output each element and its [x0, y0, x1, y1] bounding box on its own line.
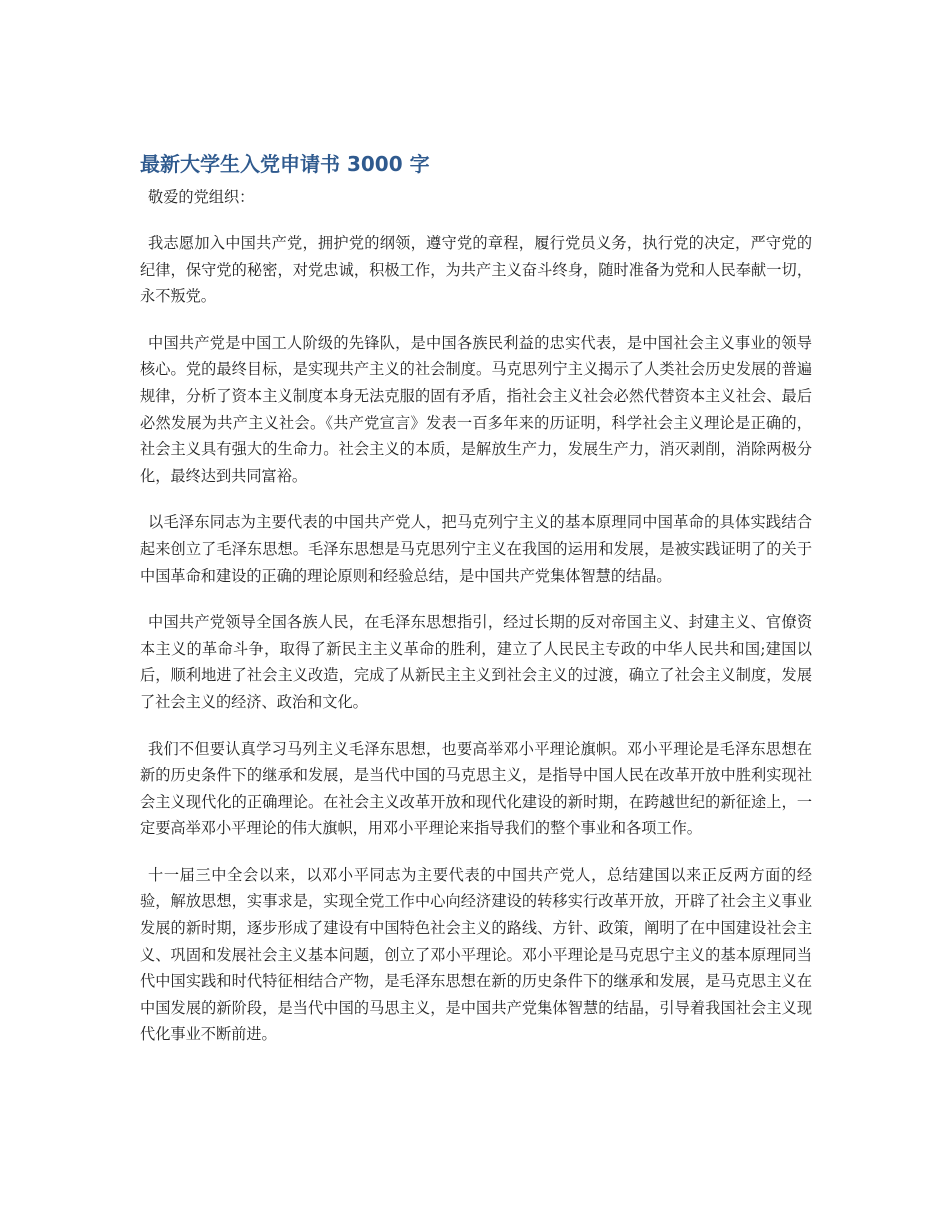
paragraph-text: 以毛泽东同志为主要代表的中国共产党人，把马克列宁主义的基本原理同中国革命的具体实践结合起来创立了毛泽东思想。毛泽东思想是马克思列宁主义在我国的运用和发展，是被实践证明了的关于中国革命和建设的正确的理论原则和经验总结，是中国共产党集体智慧的结晶。 — [140, 513, 812, 585]
paragraph-text: 十一届三中全会以来，以邓小平同志为主要代表的中国共产党人，总结建国以来正反两方面的经验，解放思想，实事求是，实现全党工作中心向经济建设的转移实行改革开放，开辟了社会主义事业发展的新时期，逐步形成了建设有中国特色社会主义的路线、方针、政策，阐明了在中国建设社会主义、巩固和发展社会主义基本问题，创立了邓小平理论。邓小平理论是马克思宁主义的基本原理同当代中国实践和时代特征相结合产物，是毛泽东思想在新的历史条件下的继承和发展，是马克思主义在中国发展的新阶段，是当代中国的马思主义，是中国共产党集体智慧的结晶，引导着我国社会主义现代化事业不断前进。 — [140, 865, 812, 1044]
paragraph-2 — [140, 330, 812, 490]
paragraph-3 — [140, 509, 812, 589]
paragraph-text: 中国共产党是中国工人阶级的先锋队，是中国各族民利益的忠实代表，是中国社会主义事业的领导核心。党的最终目标，是实现共产主义的社会制度。马克思列宁主义揭示了人类社会历史发展的普遍规律，分析了资本主义制度本身无法克服的固有矛盾，指社会主义社会必然代替资本主义社会、最后必然发展为共产主义社会。《共产党宣言》发表一百多年来的历证明，科学社会主义理论是正确的，社会主义具有强大的生命力。社会主义的本质，是解放生产力，发展生产力，消灭剥削，消除两极分化，最终达到共同富裕。 — [140, 333, 812, 485]
paragraph-text: 我们不但要认真学习马列主义毛泽东思想，也要高举邓小平理论旗帜。邓小平理论是毛泽东思想在新的历史条件下的继承和发展，是当代中国的马克思主义，是指导中国人民在改革开放中胜利实现社会主义现代化的正确理论。在社会主义改革开放和现代化建设的新时期，在跨越世纪的新征途上，一定要高举邓小平理论的伟大旗帜，用邓小平理论来指导我们的整个事业和各项工作。 — [140, 739, 812, 838]
paragraph-4 — [140, 609, 812, 715]
paragraph-text: 我志愿加入中国共产党，拥护党的纲领，遵守党的章程，履行党员义务，执行党的决定，严守党的纪律，保守党的秘密，对党忠诚，积极工作，为共产主义奋斗终身，随时准备为党和人民奉献一切，永不叛党。 — [140, 234, 812, 306]
paragraph-text: 中国共产党领导全国各族人民，在毛泽东思想指引，经过长期的反对帝国主义、封建主义、官僚资本主义的革命斗争，取得了新民主主义革命的胜利，建立了人民民主专政的中华人民共和国;建国以后，顺利地进了社会主义改造，完成了从新民主主义到社会主义的过渡，确立了社会主义制度，发展了社会主义的经济、政治和文化。 — [140, 613, 812, 711]
paragraph-1 — [140, 230, 812, 310]
salutation: 敬爱的党组织： — [148, 188, 255, 206]
paragraph-6 — [140, 862, 812, 1048]
paragraph-5 — [140, 736, 812, 842]
document-page — [140, 148, 812, 1048]
document-title: 最新大学生入党申请书 3000 字 — [140, 152, 430, 176]
